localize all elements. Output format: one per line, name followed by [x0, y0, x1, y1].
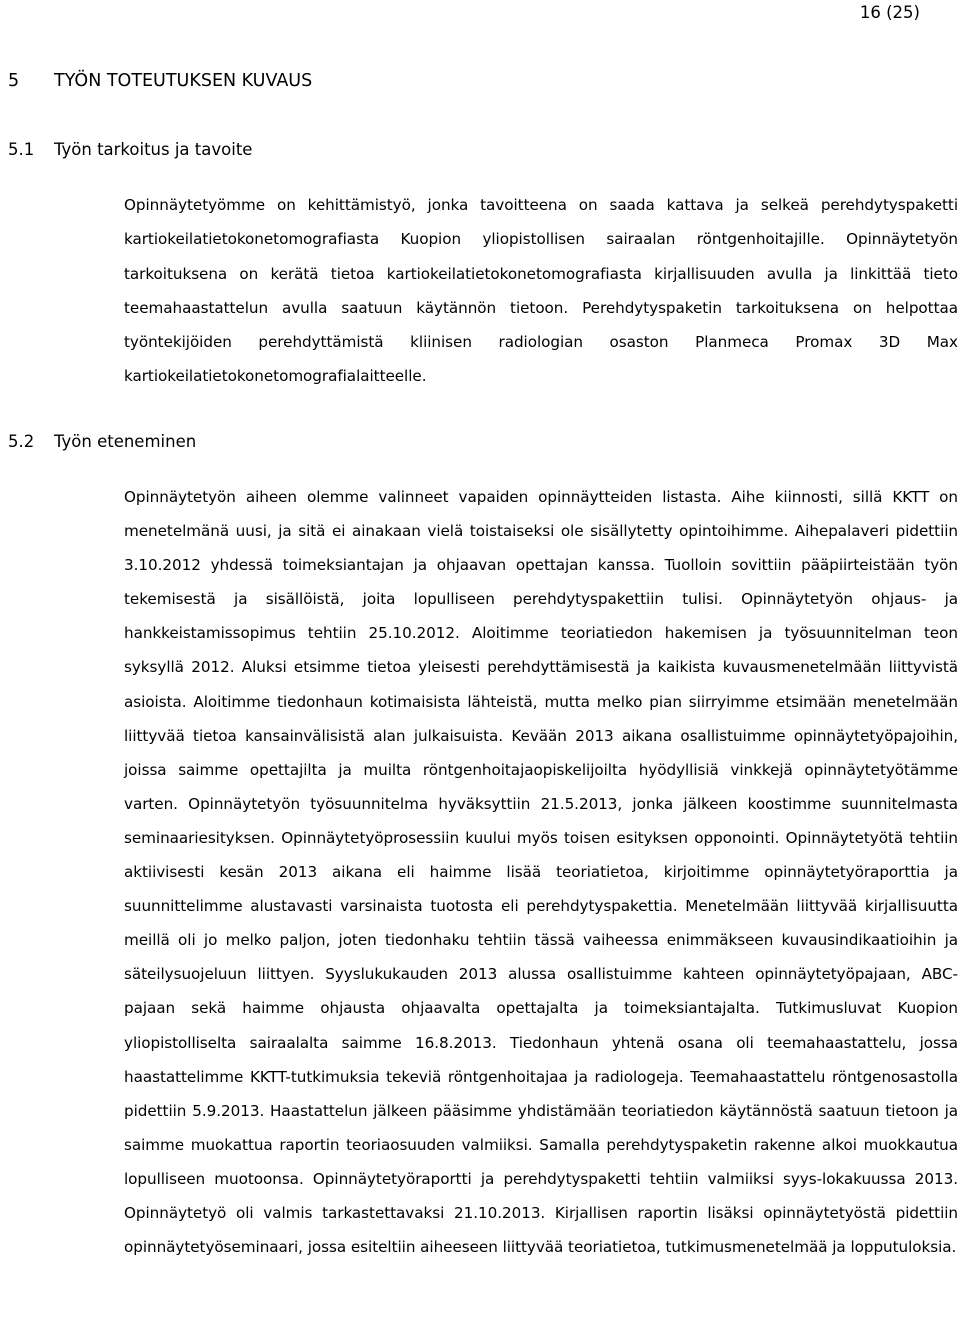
- chapter-number: 5: [8, 71, 20, 91]
- page-number: 16 (25): [859, 3, 920, 22]
- section-5-1-paragraph: Opinnäytetyömme on kehittämistyö, jonka tavoitteena on saada kattava ja selkeä perehdytyspaketti kartiokeilatietokonetomografiasta Kuopion yliopistollisen sairaalan röntgenhoitajille. Opinnäytetyön tarkoituksena on kerätä tietoa kartiokeilatietokonetomografiasta kirjallisuuden avulla ja linkittää tieto teemahaastattelun avulla saatuun käytännön tietoon. Perehdytyspaketin tarkoituksena on helpottaa työntekijöiden perehdyttämistä kliinisen radiologian osaston Planmeca Promax 3D Max kartiokeilatietokonetomografialaitteelle.: [124, 196, 958, 386]
- section-title: Työn tarkoitus ja tavoite: [54, 140, 253, 159]
- section-heading-5-2: [8, 430, 196, 454]
- section-5-2-paragraph: Opinnäytetyön aiheen olemme valinneet vapaiden opinnäytteiden listasta. Aihe kiinnosti, sillä KKTT on menetelmänä uusi, ja sitä ei ainakaan vielä toistaiseksi ole sisällytetty opintoihimme. Aihepalaveri pidettiin 3.10.2012 yhdessä toimeksiantajan ja ohjaavan opettajan kanssa. Tuolloin sovittiin pääpiirteistään työn tekemisestä ja sisällöistä, joita lopulliseen perehdytyspakettiin tulisi. Opinnäytetyön ohjaus- ja hankkeistamissopimus tehtiin 25.10.2012. Aloitimme teoriatiedon hakemisen ja työsuunnitelman teon syksyllä 2012. Aluksi etsimme tietoa yleisesti perehdyttämisestä ja kaikista kuvausmenetelmään liittyvistä asioista. Aloitimme tiedonhaun kotimaisista lähteistä, mutta melko pian siirryimme etsimään menetelmään liittyvää tietoa kansainvälisistä alan julkaisuista. Kevään 2013 aikana osallistuimme opinnäytetyöpajoihin, joissa saimme opettajilta ja muilta röntgenhoitajaopiskelijoilta hyödyllisiä vinkkejä opinnäytetyötämme varten. Opinnäytetyön työsuunnitelma hyväksyttiin 21.5.2013, jonka jälkeen koostimme suunnitelmasta seminaariesityksen. Opinnäytetyöprosessiin kuului myös toisen esityksen opponointi. Opinnäytetyötä tehtiin aktiivisesti kesän 2013 aikana eli haimme lisää teoriatietoa, kirjoitimme opinnäytetyöraporttia ja suunnittelimme alustavasti varsinaista tuotosta eli perehdytyspakettia. Menetelmään liittyvää kirjallisuutta meillä oli jo melko paljon, joten tiedonhaku tehtiin tässä vaiheessa enimmäkseen kuvausindikaatioihin ja säteilysuojeluun liittyen. Syyslukukauden 2013 alussa osallistuimme kahteen opinnäytetyöpajaan, ABC-pajaan sekä haimme ohjausta ohjaavalta opettajalta ja toimeksiantajalta. Tutkimusluvat Kuopion yliopistolliselta sairaalalta saimme 16.8.2013. Tiedonhaun yhtenä osana oli teemahaastattelu, jossa haastattelimme KKTT-tutkimuksia tekeviä röntgenhoitajaa ja radiologeja. Teemahaastattelu röntgenosastolla pidettiin 5.9.2013. Haastattelun jälkeen pääsimme yhdistämään teoriatiedon käytännöstä saatuun tietoon ja saimme muokattua raportin teoriaosuuden valmiiksi. Samalla perehdytyspaketin rakenne alkoi muokkautua lopulliseen muotoonsa. Opinnäytetyöraportti ja perehdytyspaketti tehtiin valmiiksi syys-lokakuussa 2013. Opinnäytetyö oli valmis tarkastettavaksi 21.10.2013. Kirjallisen raportin lisäksi opinnäytetyöstä pidettiin opinnäytetyöseminaari, jossa esiteltiin aiheeseen liittyvää teoriatietoa, tutkimusmenetelmää ja lopputuloksia.: [124, 488, 958, 1257]
- chapter-heading: [8, 68, 312, 94]
- chapter-title: TYÖN TOTEUTUKSEN KUVAUS: [54, 71, 313, 91]
- section-title: Työn eteneminen: [54, 432, 197, 451]
- section-number: 5.1: [8, 140, 35, 159]
- section-number: 5.2: [8, 432, 35, 451]
- section-heading-5-1: [8, 138, 252, 162]
